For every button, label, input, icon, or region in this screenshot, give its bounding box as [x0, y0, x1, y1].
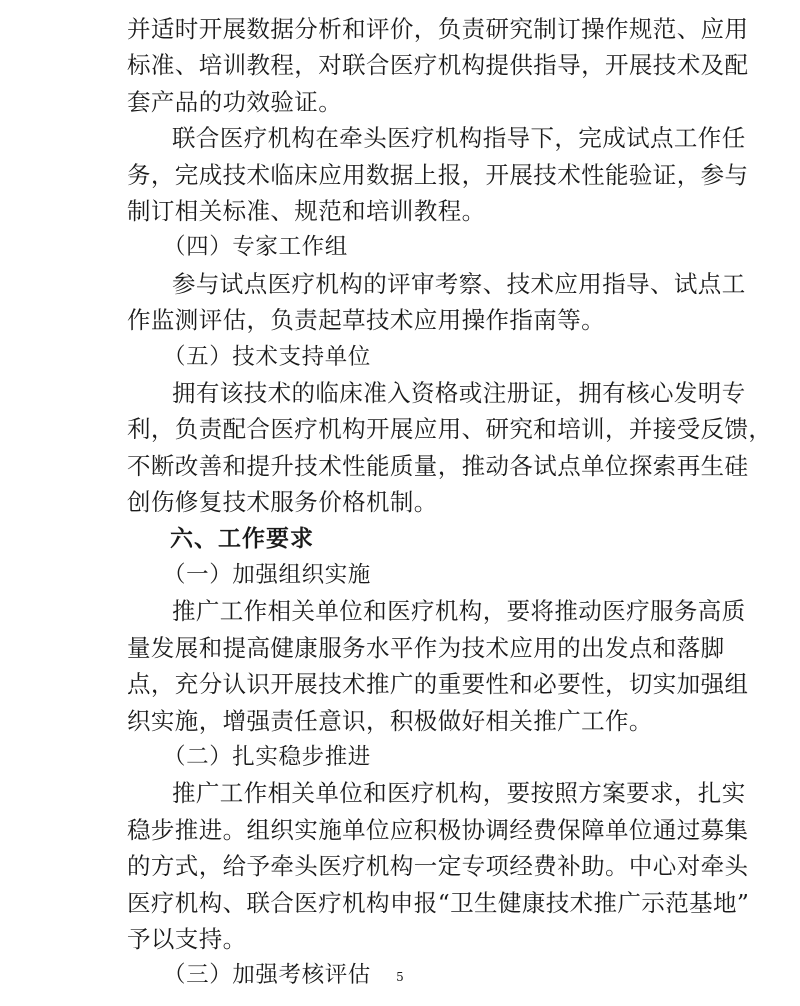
- body-text-line: 予以支持。: [127, 925, 247, 953]
- body-text-line: 的方式，给予牵头医疗机构一定专项经费补助。中心对牵头: [127, 852, 749, 881]
- section-heading-4: （四）专家工作组: [163, 234, 348, 261]
- body-text-line: 稳步推进。组织实施单位应积极协调经费保障单位通过募集: [127, 815, 749, 844]
- body-text-line: 创伤修复技术服务价格机制。: [127, 488, 438, 517]
- section-heading-5: （五）技术支持单位: [163, 343, 371, 370]
- paragraph-first-line: 参与试点医疗机构的评审考察、技术应用指导、试点工: [172, 269, 746, 298]
- section-heading-1: （一）加强组织实施: [163, 562, 371, 588]
- paragraph-first-line: 推广工作相关单位和医疗机构，要按照方案要求，扎实: [172, 779, 746, 808]
- paragraph-first-line: 拥有该技术的临床准入资格或注册证，拥有核心发明专: [172, 379, 746, 407]
- body-text-line: 标准、培训教程，对联合医疗机构提供指导，开展技术及配: [127, 51, 749, 80]
- body-text-line: 套产品的功效验证。: [127, 87, 343, 116]
- body-text-line: 务，完成技术临床应用数据上报，开展技术性能验证，参与: [127, 160, 749, 189]
- body-text-line: 作监测评估，负责起草技术应用操作指南等。: [127, 306, 605, 335]
- body-text-line: 不断改善和提升技术性能质量，推动各试点单位探索再生硅: [127, 451, 749, 480]
- body-text-line: 量发展和提高健康服务水平作为技术应用的出发点和落脚: [127, 633, 725, 662]
- section-heading-2: （二）扎实稳步推进: [163, 744, 371, 770]
- body-text-line: 医疗机构、联合医疗机构申报“卫生健康技术推广示范基地”: [127, 888, 750, 917]
- body-text-line: 利，负责配合医疗机构开展应用、研究和培训，并接受反馈，: [127, 415, 773, 444]
- page-number: 5: [396, 970, 404, 984]
- body-text-line: 并适时开展数据分析和评价，负责研究制订操作规范、应用: [127, 15, 749, 43]
- section-heading-3: （三）加强考核评估: [163, 962, 371, 989]
- paragraph-first-line: 推广工作相关单位和医疗机构，要将推动医疗服务高质: [172, 597, 746, 626]
- paragraph-first-line: 联合医疗机构在牵头医疗机构指导下，完成试点工作任: [172, 124, 746, 153]
- body-text-line: 点，充分认识开展技术推广的重要性和必要性，切实加强组: [127, 670, 749, 699]
- chapter-heading-6: 六、工作要求: [170, 525, 314, 552]
- body-text-line: 制订相关标准、规范和培训教程。: [127, 197, 486, 225]
- body-text-line: 织实施，增强责任意识，积极做好相关推广工作。: [127, 706, 653, 735]
